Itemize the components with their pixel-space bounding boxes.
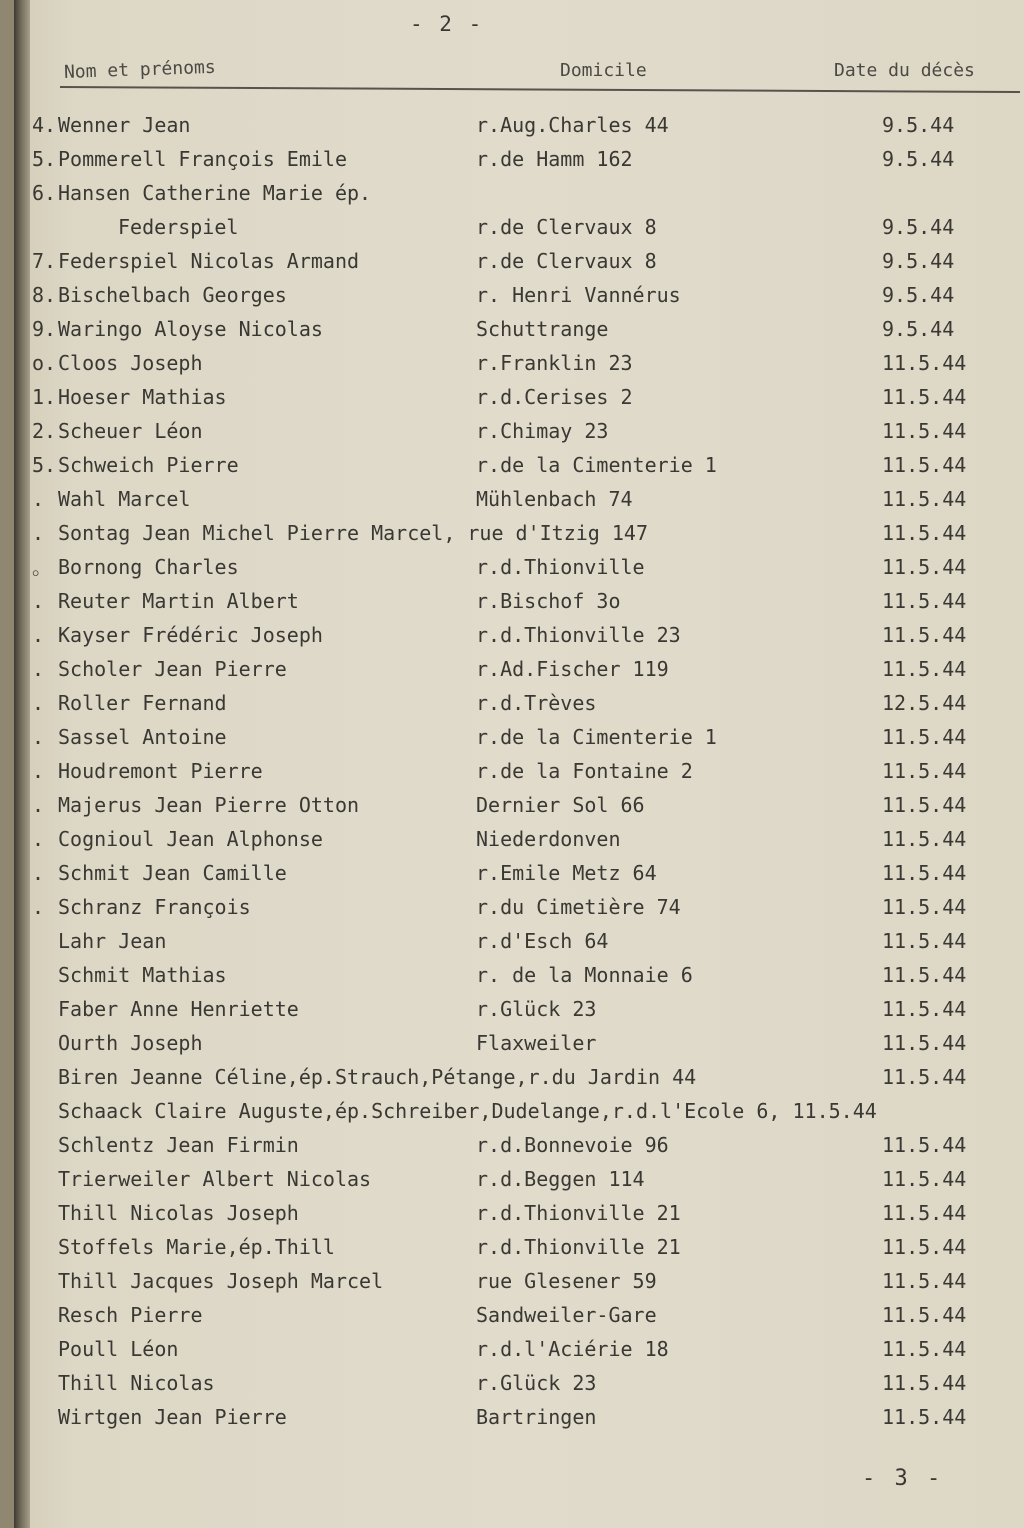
entry-name: Schaack Claire Auguste,ép.Schreiber,Dudelange,r.d.l'Ecole 6, 11.5.44 [58, 1099, 877, 1123]
column-header-domicile: Domicile [560, 60, 647, 81]
entry-date: 9.5.44 [882, 283, 955, 307]
entry-domicile: r.d.l'Aciérie 18 [476, 1337, 669, 1361]
column-header-name: Nom et prénoms [63, 56, 216, 83]
next-page-number: - 3 - [862, 1466, 944, 1491]
entry-date: 11.5.44 [882, 759, 967, 783]
list-row [14, 246, 1024, 280]
entry-number: o. [32, 351, 57, 375]
entry-date: 11.5.44 [882, 555, 967, 579]
list-row [14, 960, 1024, 994]
column-header-date: Date du décès [834, 60, 975, 81]
entry-date: 11.5.44 [882, 487, 967, 511]
list-row [14, 450, 1024, 484]
entry-date: 11.5.44 [882, 1167, 967, 1191]
entry-domicile: r.d'Esch 64 [476, 929, 609, 953]
list-row [14, 1402, 1024, 1436]
entry-date: 9.5.44 [882, 215, 955, 239]
entry-date: 11.5.44 [882, 657, 967, 681]
entry-domicile: r.d.Thionville 23 [476, 623, 681, 647]
entry-name: Thill Nicolas [58, 1371, 215, 1395]
entry-number: . [32, 623, 45, 647]
entry-name: Thill Nicolas Joseph [58, 1201, 299, 1225]
list-row [14, 790, 1024, 824]
entry-number: 4. [32, 113, 57, 137]
entry-date: 11.5.44 [882, 1371, 967, 1395]
entry-date: 9.5.44 [882, 113, 955, 137]
entry-domicile: r.de la Cimenterie 1 [476, 725, 717, 749]
entry-name: Schmit Mathias [58, 963, 227, 987]
entry-domicile: r.Aug.Charles 44 [476, 113, 669, 137]
entry-number: 5. [32, 147, 57, 171]
entry-name: Thill Jacques Joseph Marcel [58, 1269, 384, 1293]
entry-name: Hansen Catherine Marie ép. [58, 181, 372, 205]
entry-number: . [32, 521, 45, 545]
entry-date: 11.5.44 [882, 1405, 967, 1429]
entry-name: Federspiel [118, 215, 239, 239]
entry-name: Schmit Jean Camille [58, 861, 287, 885]
entry-domicile: r.d.Bonnevoie 96 [476, 1133, 669, 1157]
entry-date: 11.5.44 [882, 793, 967, 817]
entry-date: 11.5.44 [882, 1201, 967, 1225]
entry-date: 9.5.44 [882, 147, 955, 171]
entry-name: Ourth Joseph [58, 1031, 203, 1055]
entry-name: Scheuer Léon [58, 419, 203, 443]
list-row [14, 518, 1024, 552]
entry-name: Wahl Marcel [58, 487, 191, 511]
entry-domicile: r.Bischof 3o [476, 589, 621, 613]
entry-domicile: Dernier Sol 66 [476, 793, 645, 817]
entry-domicile: r.Ad.Fischer 119 [476, 657, 669, 681]
entry-number: 。 [32, 555, 52, 579]
entry-name: Faber Anne Henriette [58, 997, 299, 1021]
list-row [14, 314, 1024, 348]
list-row [14, 756, 1024, 790]
entry-date: 11.5.44 [882, 997, 967, 1021]
entry-number: . [32, 691, 45, 715]
list-row [14, 654, 1024, 688]
entry-date: 11.5.44 [882, 623, 967, 647]
entry-date: 11.5.44 [882, 929, 967, 953]
entry-name: Cloos Joseph [58, 351, 203, 375]
page-number: - 2 - [410, 12, 484, 36]
entry-domicile: r.d.Thionville 21 [476, 1201, 681, 1225]
typed-page [14, 0, 1024, 1528]
list-row [14, 1198, 1024, 1232]
entry-name: Scholer Jean Pierre [58, 657, 287, 681]
entry-domicile: r.Chimay 23 [476, 419, 609, 443]
header-rule [60, 86, 1020, 93]
entry-date: 12.5.44 [882, 691, 967, 715]
entry-number: . [32, 487, 45, 511]
entry-name: Wenner Jean [58, 113, 191, 137]
entry-domicile: r. Henri Vannérus [476, 283, 681, 307]
entry-number: 5. [32, 453, 57, 477]
entry-name: Wirtgen Jean Pierre [58, 1405, 287, 1429]
entry-name: Schlentz Jean Firmin [58, 1133, 299, 1157]
entry-date: 11.5.44 [882, 589, 967, 613]
entry-domicile: r.de Hamm 162 [476, 147, 633, 171]
entry-name: Schranz François [58, 895, 251, 919]
entry-date: 11.5.44 [882, 419, 967, 443]
entry-domicile: r.d.Beggen 114 [476, 1167, 645, 1191]
entry-domicile: Schuttrange [476, 317, 609, 341]
entry-number: 1. [32, 385, 57, 409]
list-row [14, 1368, 1024, 1402]
entry-name: Bornong Charles [58, 555, 239, 579]
entry-domicile: r.Franklin 23 [476, 351, 633, 375]
entry-number: . [32, 589, 45, 613]
entry-date: 11.5.44 [882, 1269, 967, 1293]
list-row [14, 1164, 1024, 1198]
entry-date: 9.5.44 [882, 317, 955, 341]
entry-date: 11.5.44 [882, 1065, 967, 1089]
list-row [14, 144, 1024, 178]
entry-domicile: r.de la Cimenterie 1 [476, 453, 717, 477]
entry-name: Poull Léon [58, 1337, 179, 1361]
entry-date: 11.5.44 [882, 725, 967, 749]
entry-name: Bischelbach Georges [58, 283, 287, 307]
entry-name: Schweich Pierre [58, 453, 239, 477]
entry-name: Sassel Antoine [58, 725, 227, 749]
entry-domicile: r.Glück 23 [476, 997, 597, 1021]
entry-date: 11.5.44 [882, 351, 967, 375]
entry-domicile: r.du Cimetière 74 [476, 895, 681, 919]
list-row [14, 178, 1024, 212]
entry-date: 11.5.44 [882, 453, 967, 477]
entry-domicile: rue Glesener 59 [476, 1269, 657, 1293]
entry-name: Waringo Aloyse Nicolas [58, 317, 323, 341]
list-row [14, 1062, 1024, 1096]
deceased-list [14, 110, 1024, 1436]
entry-number: . [32, 895, 45, 919]
entry-date: 11.5.44 [882, 1031, 967, 1055]
list-row [14, 858, 1024, 892]
entry-name: Reuter Martin Albert [58, 589, 299, 613]
entry-domicile: Niederdonven [476, 827, 621, 851]
list-row [14, 1300, 1024, 1334]
list-row [14, 1130, 1024, 1164]
list-row [14, 1096, 1024, 1130]
entry-domicile: r.Glück 23 [476, 1371, 597, 1395]
entry-date: 11.5.44 [882, 1303, 967, 1327]
entry-name: Federspiel Nicolas Armand [58, 249, 360, 273]
entry-name: Resch Pierre [58, 1303, 203, 1327]
list-row [14, 110, 1024, 144]
entry-number: . [32, 657, 45, 681]
entry-domicile: r.d.Cerises 2 [476, 385, 633, 409]
list-row [14, 722, 1024, 756]
entry-domicile: r.Emile Metz 64 [476, 861, 657, 885]
entry-date: 11.5.44 [882, 521, 967, 545]
entry-date: 9.5.44 [882, 249, 955, 273]
entry-domicile: r.d.Thionville 21 [476, 1235, 681, 1259]
entry-name: Cognioul Jean Alphonse [58, 827, 323, 851]
list-row [14, 688, 1024, 722]
entry-date: 11.5.44 [882, 1337, 967, 1361]
entry-name: Pommerell François Emile [58, 147, 347, 171]
entry-number: . [32, 725, 45, 749]
entry-domicile: r.d.Thionville [476, 555, 645, 579]
entry-name: Roller Fernand [58, 691, 227, 715]
entry-name: Stoffels Marie,ép.Thill [58, 1235, 335, 1259]
list-row [14, 586, 1024, 620]
entry-date: 11.5.44 [882, 895, 967, 919]
entry-domicile: r. de la Monnaie 6 [476, 963, 693, 987]
entry-name: Biren Jeanne Céline,ép.Strauch,Pétange,r.du Jardin 44 [58, 1065, 697, 1089]
list-row [14, 416, 1024, 450]
list-row [14, 212, 1024, 246]
entry-domicile: r.de Clervaux 8 [476, 249, 657, 273]
entry-name: Trierweiler Albert Nicolas [58, 1167, 372, 1191]
entry-number: 7. [32, 249, 57, 273]
entry-date: 11.5.44 [882, 963, 967, 987]
entry-domicile: Flaxweiler [476, 1031, 597, 1055]
entry-domicile: r.de Clervaux 8 [476, 215, 657, 239]
entry-name: Majerus Jean Pierre Otton [58, 793, 360, 817]
list-row [14, 1266, 1024, 1300]
entry-domicile: Sandweiler-Gare [476, 1303, 657, 1327]
list-row [14, 1028, 1024, 1062]
list-row [14, 280, 1024, 314]
entry-number: . [32, 793, 45, 817]
list-row [14, 892, 1024, 926]
list-row [14, 1232, 1024, 1266]
entry-name: Houdremont Pierre [58, 759, 263, 783]
entry-number: 9. [32, 317, 57, 341]
entry-date: 11.5.44 [882, 861, 967, 885]
entry-domicile: r.d.Trèves [476, 691, 597, 715]
list-row [14, 1334, 1024, 1368]
entry-domicile: r.de la Fontaine 2 [476, 759, 693, 783]
list-row [14, 926, 1024, 960]
entry-date: 11.5.44 [882, 385, 967, 409]
list-row [14, 484, 1024, 518]
entry-number: 2. [32, 419, 57, 443]
entry-date: 11.5.44 [882, 1235, 967, 1259]
entry-name: Lahr Jean [58, 929, 167, 953]
list-row [14, 824, 1024, 858]
entry-name: Sontag Jean Michel Pierre Marcel, rue d'Itzig 147 [58, 521, 649, 545]
list-row [14, 620, 1024, 654]
entry-number: 6. [32, 181, 57, 205]
entry-number: 8. [32, 283, 57, 307]
list-row [14, 994, 1024, 1028]
entry-name: Kayser Frédéric Joseph [58, 623, 323, 647]
list-row [14, 348, 1024, 382]
list-row [14, 382, 1024, 416]
entry-number: . [32, 759, 45, 783]
entry-date: 11.5.44 [882, 1133, 967, 1157]
list-row [14, 552, 1024, 586]
entry-name: Hoeser Mathias [58, 385, 227, 409]
entry-domicile: Mühlenbach 74 [476, 487, 633, 511]
entry-date: 11.5.44 [882, 827, 967, 851]
entry-domicile: Bartringen [476, 1405, 597, 1429]
entry-number: . [32, 827, 45, 851]
entry-number: . [32, 861, 45, 885]
